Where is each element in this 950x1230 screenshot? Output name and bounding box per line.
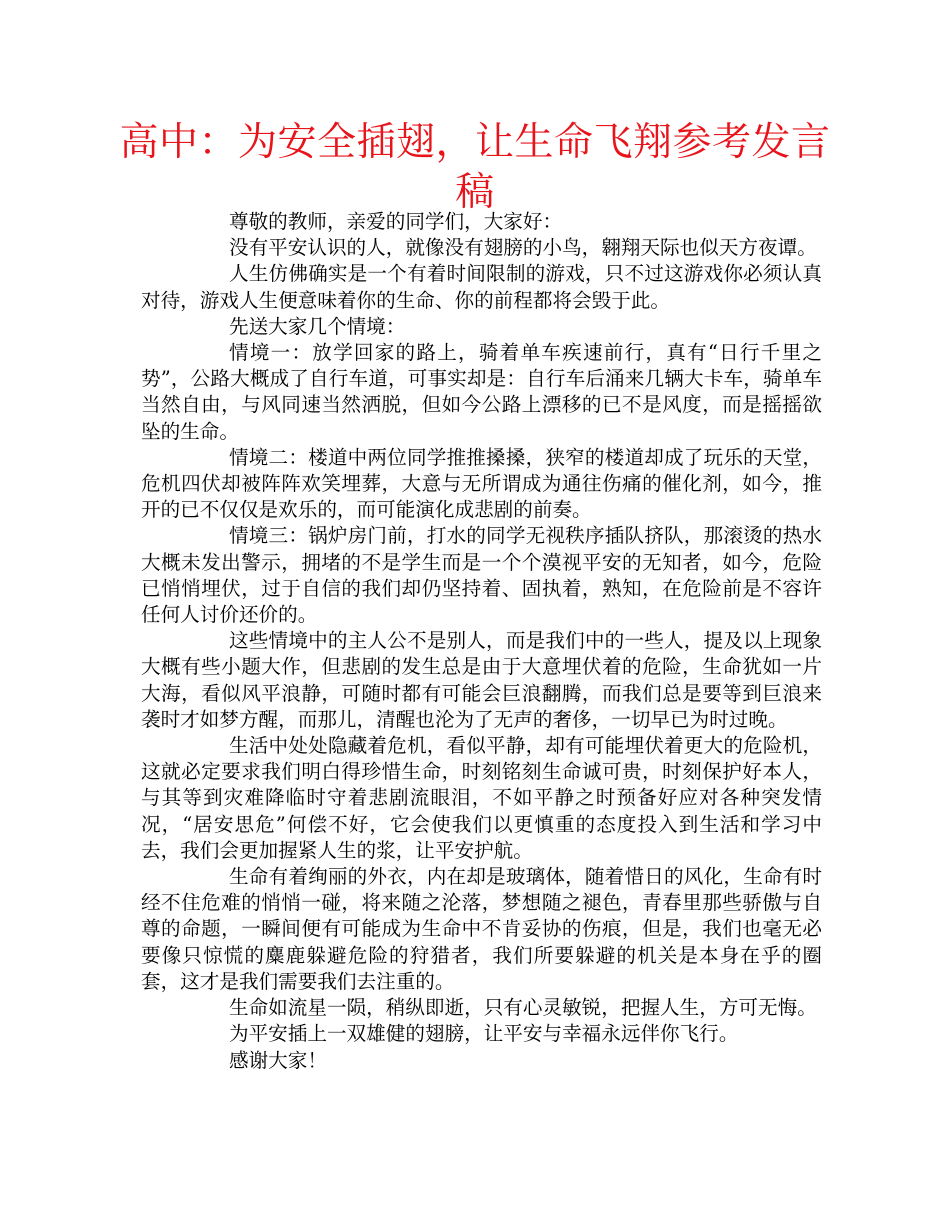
- body-paragraph: 先送大家几个情境：: [229, 314, 406, 338]
- body-paragraph: 生命有着绚丽的外衣，内在却是玻璃体，随着惜日的风化，生命有时经不住危难的悄悄一碰，将来随之沦落，梦想随之褪色，青春里那些骄傲与自尊的命题，一瞬间便有可能成为生命中不肯妥协的伤痕，但是，我们也毫无必要像只惊慌的麋鹿躲避危险的狩猎者，我们所要躲避的机关是本身在乎的圈套，这才是我们需要我们去注重的。: [141, 865, 822, 993]
- body-paragraph: 人生仿佛确实是一个有着时间限制的游戏，只不过这游戏你必须认真对待，游戏人生便意味着你的生命、你的前程都将会毁于此。: [141, 262, 822, 312]
- document-body: [141, 209, 822, 1074]
- body-paragraph: 这些情境中的主人公不是别人，而是我们中的一些人，提及以上现象大概有些小题大作，但悲剧的发生总是由于大意埋伏着的危险，生命犹如一片大海，看似风平浪静，可随时都有可能会巨浪翻腾，而我们总是要等到巨浪来袭时才如梦方醒，而那儿，清醒也沦为了无声的奢侈，一切早已为时过晚。: [141, 629, 822, 731]
- scenario-paragraph: 情境一：放学回家的路上，骑着单车疾速前行，真有“日行千里之势”，公路大概成了自行车道，可事实却是：自行车后涌来几辆大卡车，骑单车当然自由，与风同速当然洒脱，但如今公路上漂移的已不是风度，而是摇摇欲坠的生命。: [141, 341, 822, 443]
- scenario-paragraph: 情境三：锅炉房门前，打水的同学无视秩序插队挤队，那滚烫的热水大概未发出警示，拥堵的不是学生而是一个个漠视平安的无知者，如今，危险已悄悄埋伏，过于自信的我们却仍坚持着、固执着，熟知，在危险前是不容许任何人讨价还价的。: [141, 524, 822, 627]
- closing-paragraph: 感谢大家！: [229, 1048, 327, 1072]
- body-paragraph: 生命如流星一陨，稍纵即逝，只有心灵敏锐，把握人生，方可无悔。: [229, 996, 817, 1020]
- greeting-paragraph: 尊敬的教师，亲爱的同学们，大家好：: [229, 210, 563, 233]
- scenario-paragraph: 情境二：楼道中两位同学推推搡搡，狭窄的楼道却成了玩乐的天堂，危机四伏却被阵阵欢笑埋葬，大意与无所谓成为通往伤痛的催化剂，如今，推开的已不仅仅是欢乐的，而可能演化成悲剧的前奏。: [141, 445, 822, 522]
- body-paragraph: 没有平安认识的人，就像没有翅膀的小鸟，翱翔天际也似天方夜谭。: [229, 236, 817, 260]
- body-paragraph: 生活中处处隐藏着危机，看似平静，却有可能埋伏着更大的危险机，这就必定要求我们明白得珍惜生命，时刻铭刻生命诚可贵，时刻保护好本人，与其等到灾难降临时守着悲剧流眼泪，不如平静之时预备好应对各种突发情况，“居安思危”何偿不好，它会使我们以更慎重的态度投入到生活和学习中去，我们会更加握紧人生的浆，让平安护航。: [141, 734, 822, 862]
- document-title: 高中：为安全插翅，让生命飞翔参考发言稿: [119, 120, 831, 215]
- body-paragraph: 为平安插上一双雄健的翅膀，让平安与幸福永远伴你飞行。: [229, 1022, 739, 1046]
